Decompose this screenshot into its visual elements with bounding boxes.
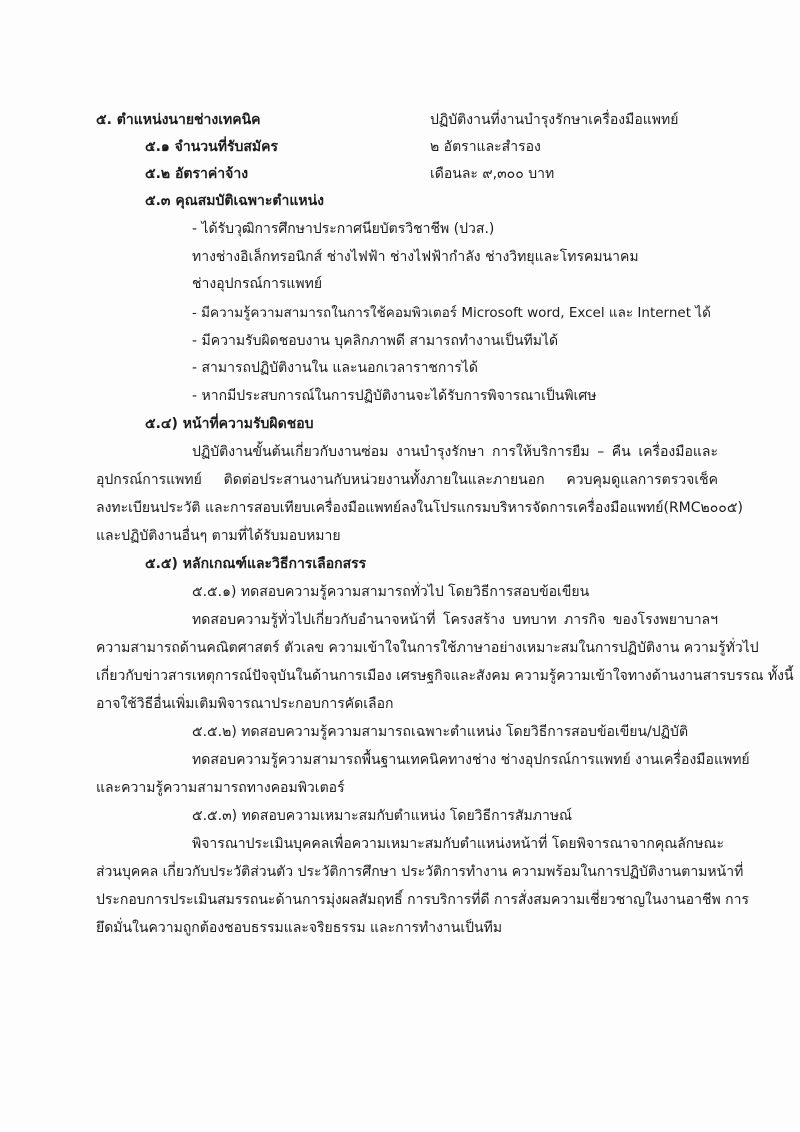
selection-3-line: ส่วนบุคคล เกี่ยวกับประวัติส่วนตัว ประวัติการศึกษา ประวัติการทำงาน ความพร้อมในการปฏิบัติงานตามหน้าที่ <box>96 864 744 880</box>
selection-3-line: ยึดมั่นในความถูกต้องชอบธรรมและจริยธรรม และการทำงานเป็นทีม <box>96 920 503 936</box>
salary-value: เดือนละ ๙,๓๐๐ บาท <box>430 166 555 182</box>
responsibility-line: ลงทะเบียนประวัติ และการสอบเทียบเครื่องมือแพทย์ลงในโปรแกรมบริหารจัดการเครื่องมือแพทย์(RMC๒๐๐๕) <box>96 500 743 516</box>
selection-2-line: และความรู้ความสามารถทางคอมพิวเตอร์ <box>96 780 345 796</box>
openings-label: ๕.๑ จำนวนที่รับสมัคร <box>145 139 279 155</box>
responsibilities-heading: ๕.๔) หน้าที่ความรับผิดชอบ <box>145 416 314 432</box>
selection-1-line: อาจใช้วิธีอื่นเพิ่มเติมพิจารณาประกอบการคัดเลือก <box>96 696 394 712</box>
qualifications-heading: ๕.๓ คุณสมบัติเฉพาะตำแหน่ง <box>145 193 325 209</box>
duty-place: ปฏิบัติงานที่งานบำรุงรักษาเครื่องมือแพทย์ <box>430 112 679 128</box>
selection-3-title: ๕.๕.๓) ทดสอบความเหมาะสมกับตำแหน่ง โดยวิธีการสัมภาษณ์ <box>192 808 573 824</box>
salary-label: ๕.๒ อัตราค่าจ้าง <box>145 166 249 182</box>
responsibility-line: อุปกรณ์การแพทย์ ติดต่อประสานงานกับหน่วยงานทั้งภายในและภายนอก ควบคุมดูแลการตรวจเช็ค <box>96 472 718 488</box>
qualification-line: - สามารถปฏิบัติงานใน และนอกเวลาราชการได้ <box>192 360 478 376</box>
qualification-line: - หากมีประสบการณ์ในการปฏิบัติงานจะได้รับการพิจารณาเป็นพิเศษ <box>192 388 597 404</box>
selection-2-title: ๕.๕.๒) ทดสอบความรู้ความสามารถเฉพาะตำแหน่ง โดยวิธีการสอบข้อเขียน/ปฏิบัติ <box>192 724 689 740</box>
responsibility-line: ปฏิบัติงานขั้นต้นเกี่ยวกับงานซ่อม งานบำรุงรักษา การให้บริการยืม – คืน เครื่องมือและ <box>192 444 718 460</box>
selection-3-line: พิจารณาประเมินบุคคลเพื่อความเหมาะสมกับตำแหน่งหน้าที่ โดยพิจารณาจากคุณลักษณะ <box>192 836 724 852</box>
selection-1-line: ทดสอบความรู้ทั่วไปเกี่ยวกับอำนาจหน้าที่ โครงสร้าง บทบาท ภารกิจ ของโรงพยาบาลฯ <box>192 612 718 628</box>
qualification-line: ช่างอุปกรณ์การแพทย์ <box>192 276 323 292</box>
selection-heading: ๕.๕) หลักเกณฑ์และวิธีการเลือกสรร <box>145 556 367 572</box>
qualification-line: - ได้รับวุฒิการศึกษาประกาศนียบัตรวิชาชีพ (ปวส.) <box>192 221 495 237</box>
qualification-line: ทางช่างอิเล็กทรอนิกส์ ช่างไฟฟ้า ช่างไฟฟ้ากำลัง ช่างวิทยุและโทรคมนาคม <box>192 249 639 265</box>
responsibility-line: และปฏิบัติงานอื่นๆ ตามที่ได้รับมอบหมาย <box>96 528 341 544</box>
qualification-line: - มีความรับผิดชอบงาน บุคลิกภาพดี สามารถทำงานเป็นทีมได้ <box>192 333 559 349</box>
selection-2-line: ทดสอบความรู้ความสามารถพื้นฐานเทคนิคทางช่าง ช่างอุปกรณ์การแพทย์ งานเครื่องมือแพทย์ <box>192 752 750 768</box>
selection-3-line: ประกอบการประเมินสมรรถนะด้านการมุ่งผลสัมฤทธิ์ การบริการที่ดี การสั่งสมความเชี่ยวชาญในงานอาชีพ การ <box>96 892 749 908</box>
position-heading: ๕. ตำแหน่งนายช่างเทคนิค <box>96 112 261 128</box>
selection-1-title: ๕.๕.๑) ทดสอบความรู้ความสามารถทั่วไป โดยวิธีการสอบข้อเขียน <box>192 584 590 600</box>
openings-value: ๒ อัตราและสำรอง <box>430 139 541 155</box>
selection-1-line: ความสามารถด้านคณิตศาสตร์ ตัวเลข ความเข้าใจในการใช้ภาษาอย่างเหมาะสมในการปฏิบัติงาน ความรู้ทั่วไป <box>96 640 759 656</box>
qualification-line: - มีความรู้ความสามารถในการใช้คอมพิวเตอร์ Microsoft word, Excel และ Internet ได้ <box>192 305 711 321</box>
selection-1-line: เกี่ยวกับข่าวสารเหตุการณ์ปัจจุบันในด้านการเมือง เศรษฐกิจและสังคม ความรู้ความเข้าใจทางด้านงานสารบรรณ ทั้งนี้ <box>96 668 794 684</box>
